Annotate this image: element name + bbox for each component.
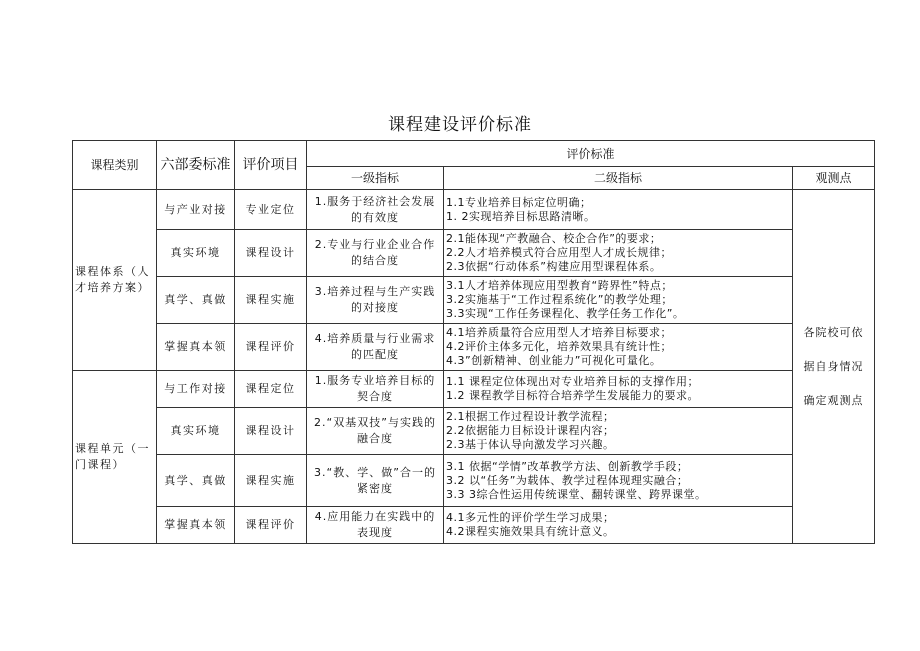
criterion-line: 1.1 课程定位体现出对专业培养目标的支撑作用； [446, 375, 699, 388]
level2-cell [444, 507, 793, 544]
standard-cell: 与产业对接 [157, 190, 235, 230]
criterion-line: 4.2评价主体多元化，培养效果具有统计性； [446, 340, 672, 353]
header-eval-item: 评价项目 [235, 141, 307, 190]
header-six-dept-standard: 六部委标准 [157, 141, 235, 190]
level1-cell: 4.培养质量与行业需求的匹配度 [307, 324, 444, 371]
eval-item-cell: 课程实施 [235, 455, 307, 507]
level2-cell [444, 277, 793, 324]
header-observation: 观测点 [793, 167, 875, 190]
criterion-line: 2.2人才培养模式符合应用型人才成长规律； [446, 246, 672, 259]
observation-line: 据自身情况 [803, 359, 864, 373]
header-row [73, 141, 875, 167]
criterion-line: 3.2实施基于“工作过程系统化”的教学处理； [446, 293, 673, 306]
level1-cell: 3.“教、学、做”合一的紧密度 [307, 455, 444, 507]
level1-cell: 2.“双基双技”与实践的融合度 [307, 408, 444, 455]
criterion-line: 4.1培养质量符合应用型人才培养目标要求； [446, 326, 672, 339]
course-type-cell: 课程单元（一门课程） [73, 371, 157, 544]
criterion-line: 2.2依据能力目标设计课程内容； [446, 424, 615, 437]
standard-cell: 真实环境 [157, 230, 235, 277]
standard-cell: 掌握真本领 [157, 507, 235, 544]
course-type-cell: 课程体系（人才培养方案） [73, 190, 157, 371]
header-course-type: 课程类别 [73, 141, 157, 190]
criterion-line: 2.1根据工作过程设计教学流程； [446, 410, 615, 423]
criterion-line: 4.3”创新精神、创业能力”可视化可量化。 [446, 354, 662, 367]
evaluation-table [72, 140, 875, 544]
level2-cell [444, 190, 793, 230]
header-level2: 二级指标 [444, 167, 793, 190]
criterion-line: 3.3 3综合性运用传统课堂、翻转课堂、跨界课堂。 [446, 487, 707, 501]
level1-cell: 1.服务专业培养目标的契合度 [307, 371, 444, 408]
table-row [73, 507, 875, 544]
level2-cell [444, 371, 793, 408]
observation-line: 各院校可依 [803, 325, 864, 339]
eval-item-cell: 课程评价 [235, 324, 307, 371]
criterion-line: 2.1能体现“产教融合、校企合作”的要求； [446, 232, 662, 245]
level2-cell [444, 324, 793, 371]
level2-cell [444, 455, 793, 507]
level2-cell [444, 230, 793, 277]
table-row [73, 324, 875, 371]
criterion-line: 1.2 课程教学目标符合培养学生发展能力的要求。 [446, 389, 699, 402]
criterion-line: 3.1 依据“学情”改革教学方法、创新教学手段； [446, 459, 689, 473]
criterion-line: 2.3依据“行动体系”构建应用型课程体系。 [446, 260, 662, 273]
table-row [73, 455, 875, 507]
standard-cell: 与工作对接 [157, 371, 235, 408]
table-row [73, 277, 875, 324]
criterion-line: 3.1人才培养体现应用型教育“跨界性”特点； [446, 279, 673, 292]
eval-item-cell: 专业定位 [235, 190, 307, 230]
table-row [73, 190, 875, 230]
eval-item-cell: 课程定位 [235, 371, 307, 408]
page-title: 课程建设评价标准 [388, 115, 532, 135]
header-eval-standard: 评价标准 [307, 141, 875, 167]
level1-cell: 1.服务于经济社会发展的有效度 [307, 190, 444, 230]
criterion-line: 1.1专业培养目标定位明确； [446, 195, 592, 209]
criterion-line: 3.3实现“工作任务课程化、教学任务工作化”。 [446, 307, 685, 320]
table-row [73, 230, 875, 277]
eval-item-cell: 课程评价 [235, 507, 307, 544]
eval-item-cell: 课程设计 [235, 408, 307, 455]
criterion-line: 4.2课程实施效果具有统计意义。 [446, 525, 615, 538]
standard-cell: 真实环境 [157, 408, 235, 455]
observation-line: 确定观测点 [803, 393, 864, 407]
standard-cell: 真学、真做 [157, 277, 235, 324]
eval-item-cell: 课程设计 [235, 230, 307, 277]
criterion-line: 1. 2实现培养目标思路清晰。 [446, 209, 596, 223]
header-level1: 一级指标 [307, 167, 444, 190]
standard-cell: 掌握真本领 [157, 324, 235, 371]
criterion-line: 3.2 以“任务”为载体、教学过程体现理实融合； [446, 473, 689, 487]
observation-cell [793, 190, 875, 544]
eval-item-cell: 课程实施 [235, 277, 307, 324]
criterion-line: 2.3基于体认导向激发学习兴趣。 [446, 438, 615, 451]
table-row [73, 408, 875, 455]
standard-cell: 真学、真做 [157, 455, 235, 507]
level1-cell: 2.专业与行业企业合作的结合度 [307, 230, 444, 277]
level1-cell: 3.培养过程与生产实践的对接度 [307, 277, 444, 324]
criterion-line: 4.1多元性的评价学生学习成果； [446, 511, 615, 524]
level1-cell: 4.应用能力在实践中的表现度 [307, 507, 444, 544]
table-row [73, 371, 875, 408]
level2-cell [444, 408, 793, 455]
